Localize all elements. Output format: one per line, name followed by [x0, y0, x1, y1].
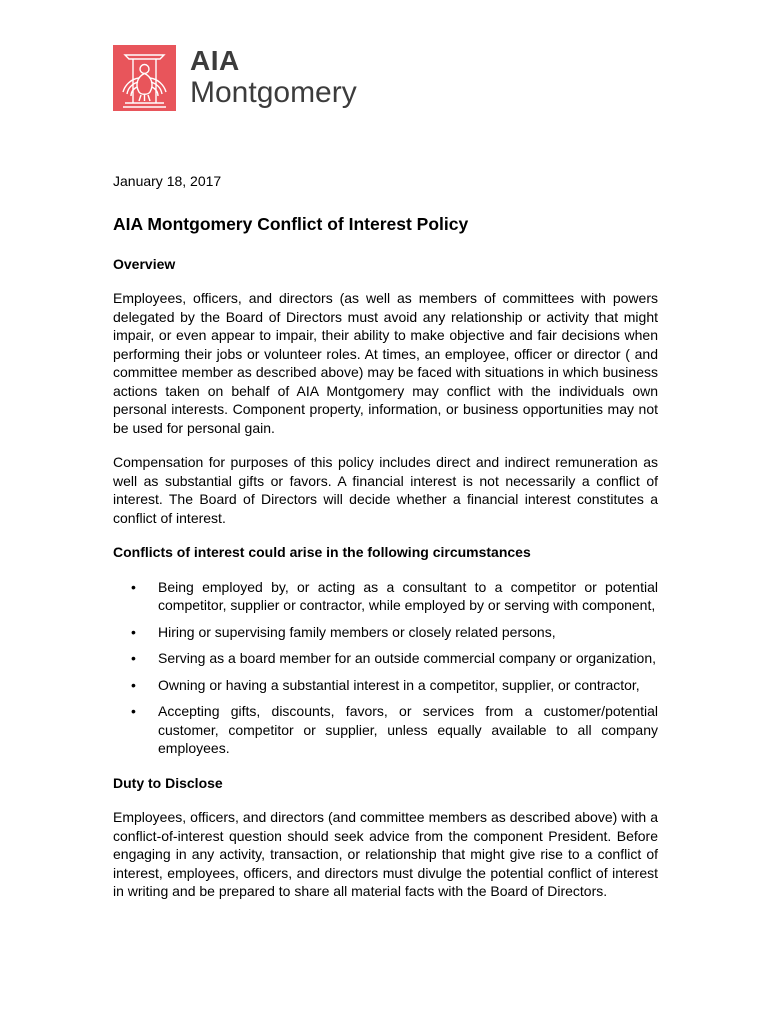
overview-paragraph-2: Compensation for purposes of this policy includes direct and indirect remuneration as well as substantial gifts or favors. A financial interest is not necessarily a conflict of interest. The Board of Directors will decide whether a financial interest constitutes a conflict of interest.: [113, 454, 658, 526]
list-item-text: Accepting gifts, discounts, favors, or services from a customer/potential customer, competitor or supplier, unless equally available to all company employees.: [158, 703, 658, 756]
logo-aia-text: AIA: [190, 45, 240, 76]
bullet-icon: •: [131, 676, 136, 693]
document-title: AIA Montgomery Conflict of Interest Policy: [113, 213, 469, 234]
document-date: January 18, 2017: [113, 173, 222, 189]
duty-paragraph: Employees, officers, and directors (and committee members as described above) with a conflict-of-interest question should seek advice from the component President. Before engaging in any activity, transaction, or relationship that might give rise to a conflict of interest, employees, officers, and directors must divulge the potential conflict of interest in writing and be prepared to share all material facts with the Board of Directors.: [113, 809, 658, 899]
list-item: [113, 578, 658, 615]
overview-heading: Overview: [113, 255, 176, 272]
list-item-text: Hiring or supervising family members or closely related persons,: [158, 623, 556, 640]
bullet-icon: •: [131, 578, 136, 595]
aia-montgomery-logo: [113, 45, 373, 115]
logo-montgomery-text: Montgomery: [190, 76, 357, 109]
aia-eagle-column-icon: [113, 45, 176, 111]
bullet-icon: •: [131, 650, 136, 666]
list-item: [113, 623, 658, 642]
bullet-icon: •: [131, 703, 136, 719]
list-item-text: Owning or having a substantial interest in a competitor, supplier, or contractor,: [158, 676, 640, 693]
overview-paragraph-1: Employees, officers, and directors (as well as members of committees with powers delegated by the Board of Directors must avoid any relationship or activity that might impair, or even appear to impair, their ability to make objective and fair decisions when performing their jobs or volunteer roles. At times, an employee, officer or director ( and committee member as described above) may be faced with situations in which business actions taken on behalf of AIA Montgomery may conflict with the individuals own personal interests. Component property, information, or business opportunities may not be used for personal gain.: [113, 290, 658, 436]
duty-heading: Duty to Disclose: [113, 774, 223, 791]
list-item: [113, 649, 658, 668]
list-item: [113, 676, 658, 695]
document-body: [113, 172, 658, 917]
circumstances-list: [113, 578, 658, 758]
logo-wordmark: [190, 47, 357, 108]
list-item: [113, 702, 658, 758]
list-item-text: Serving as a board member for an outside commercial company or organization,: [158, 650, 657, 666]
list-item-text: Being employed by, or acting as a consultant to a competitor or potential competitor, supplier or contractor, while employed by or serving with component,: [158, 578, 658, 613]
bullet-icon: •: [131, 623, 136, 640]
conflicts-heading: Conflicts of interest could arise in the following circumstances: [113, 544, 531, 560]
